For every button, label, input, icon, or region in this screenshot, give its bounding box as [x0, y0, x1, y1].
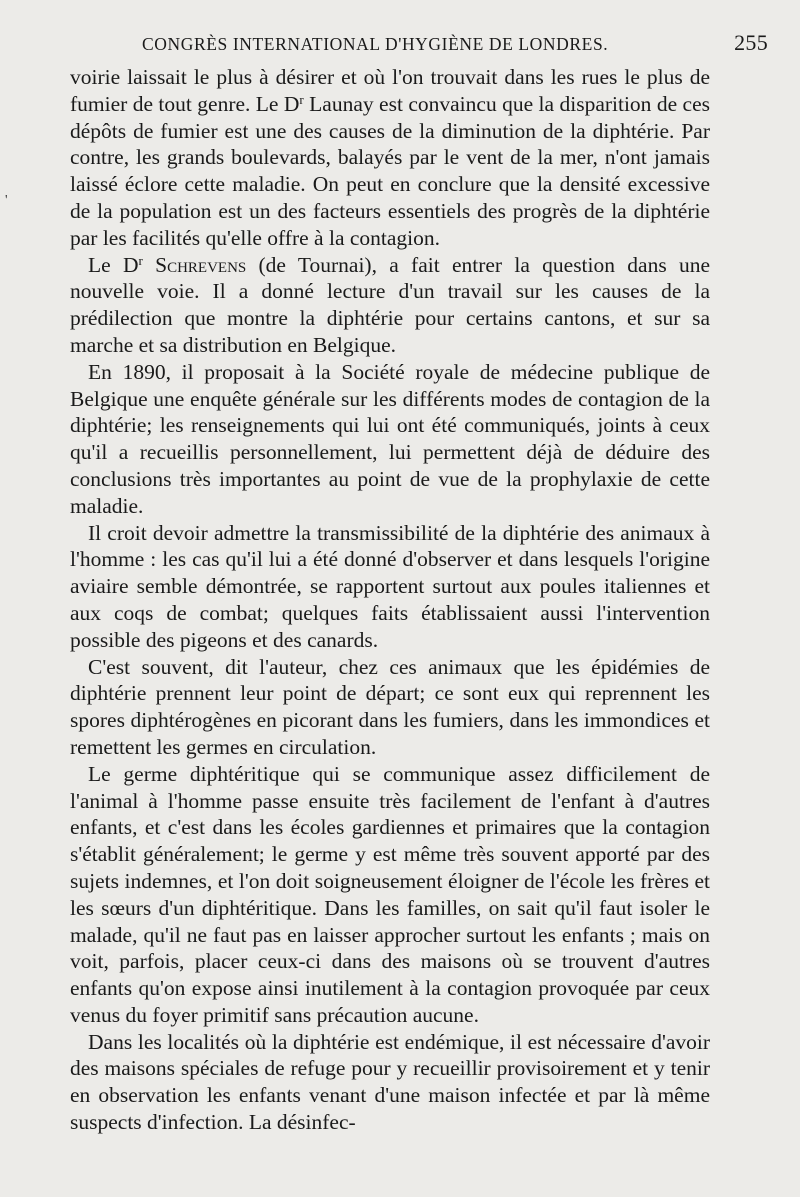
paragraph-2: Le $D^r$ Schrevens (de Tournai), a fait entrer la question dans une nouvelle voie. Il a donné lecture d'un travail sur les causes de la prédilection que montre la diphtérie pour certains cantons, et sur sa marche et sa distribution en Belgique. — [70, 252, 711, 357]
paragraph-5: C'est souvent, dit l'auteur, chez ces animaux que les épidémies de diphtérie prennent leur point de départ; ce sont eux qui reprennent les spores diphtérogènes en picorant dans les fumiers, dans les immondices et remettent les germes en circulation. — [70, 654, 710, 759]
running-header — [142, 30, 768, 60]
paragraph-1: voirie laissait le plus à désirer et où l'on trouvait dans les rues le plus de fumier de tout genre. Le $D^r$ Launay est convaincu que la disparition de ces dépôts de fumier est une des causes de la diminution de la diphtérie. Par contre, les grands boulevards, balayés par le vent de la mer, n'ont jamais laissé éclore cette maladie. On peut en conclure que la densité excessive de la population est un des facteurs essentiels des progrès de la diphtérie par les facilités qu'elle offre à la contagion. — [70, 65, 710, 250]
paragraph-7: Dans les localités où la diphtérie est endémique, il est nécessaire d'avoir des maisons spéciales de refuge pour y recueillir provisoirement et y tenir en observation les enfants venant d'une maison infectée et par là même suspects d'infection. La désinfec- — [70, 1029, 710, 1135]
paragraph-6: Le germe diphtéritique qui se communique assez difficilement de l'animal à l'homme passe ensuite très facilement de l'enfant à d'autres enfants, et c'est dans les écoles gardiennes et primaires que la contagion s'établit généralement; le germe y est même très souvent apporté par des sujets indemnes, et l'on doit soigneusement éloigner de l'école les frères et les sœurs d'un diphtéritique. Dans les familles, on sait qu'il faut isoler le malade, qu'il ne faut pas en laisser approcher surtout les enfants ; mais on voit, parfois, placer ceux-ci dans des maisons où se trouvent d'autres enfants qu'on expose ainsi inutilement à la contagion provoquée par ceux venus du foyer primitif sans précaution aucune. — [70, 761, 710, 1027]
running-title: CONGRÈS INTERNATIONAL D'HYGIÈNE DE LONDRES. — [142, 34, 609, 54]
author-name: Schrevens — [155, 252, 247, 277]
body-text — [70, 64, 710, 1136]
margin-mark: ' — [5, 193, 8, 208]
paragraph-3: En 1890, il proposait à la Société royale de médecine publique de Belgique une enquête générale sur les différents modes de contagion de la diphtérie; les renseignements qui lui ont été communiqués, joints à ceux qu'il a recueillis personnellement, lui permettent déjà de déduire des conclusions très importantes au point de vue de la prophylaxie de cette maladie. — [70, 359, 710, 518]
page-number: 255 — [734, 30, 768, 55]
paragraph-4: Il croit devoir admettre la transmissibilité de la diphtérie des animaux à l'homme : les cas qu'il lui a été donné d'observer et dans lesquels l'origine aviaire semble démontrée, se rapportent surtout aux poules italiennes et aux coqs de combat; quelques faits établissaient aussi l'intervention possible des pigeons et des canards. — [70, 520, 710, 652]
